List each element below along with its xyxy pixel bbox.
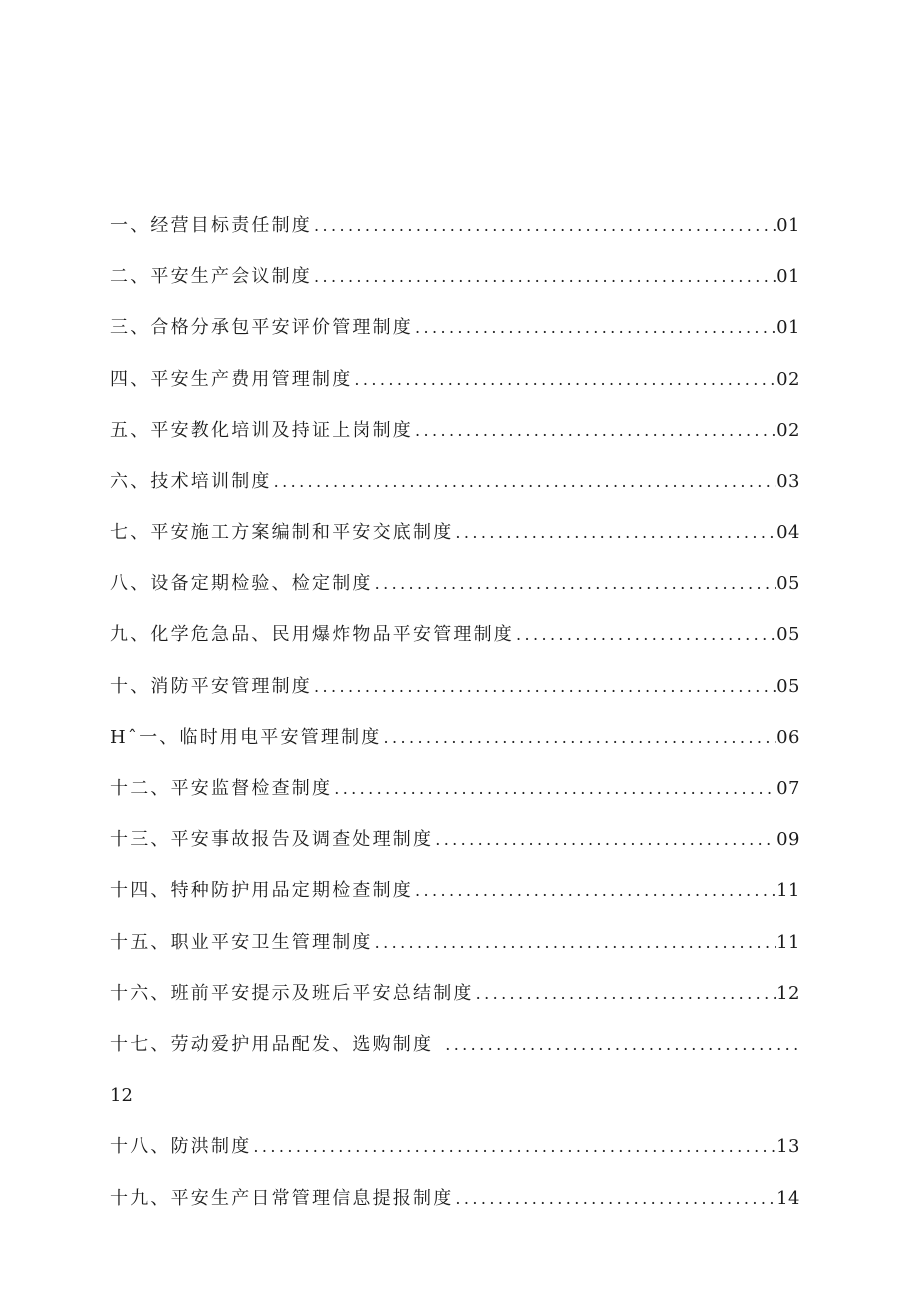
toc-entry-title: 十五、职业平安卫生管理制度 xyxy=(110,931,373,953)
toc-entry[interactable] xyxy=(110,507,800,558)
toc-entry[interactable] xyxy=(110,1121,800,1172)
toc-entry-page: 02 xyxy=(776,419,800,441)
toc-entry-title: 八、设备定期检验、检定制度 xyxy=(110,573,373,595)
toc-entry[interactable] xyxy=(110,405,800,456)
toc-entry-title: 十七、劳动爱护用品配发、选购制度 xyxy=(110,1033,434,1055)
toc-dot-leader xyxy=(373,558,776,609)
toc-entry[interactable] xyxy=(110,763,800,814)
toc-entry[interactable] xyxy=(110,917,800,968)
toc-entry[interactable] xyxy=(110,610,800,661)
toc-entry-page: 14 xyxy=(776,1187,800,1209)
toc-entry[interactable] xyxy=(110,968,800,1019)
toc-dot-leader xyxy=(312,661,776,712)
toc-dot-leader xyxy=(352,354,776,405)
toc-entry-page: 12 xyxy=(110,1085,133,1107)
toc-entry-page: 01 xyxy=(776,266,800,288)
toc-entry-page: 03 xyxy=(776,470,800,492)
toc-entry-page: 11 xyxy=(776,880,800,902)
toc-entry-title: 十四、特种防护用品定期检查制度 xyxy=(110,880,413,902)
toc-entry-page: 05 xyxy=(776,624,800,646)
toc-dot-leader xyxy=(312,200,776,251)
toc-entry-title: 六、技术培训制度 xyxy=(110,470,272,492)
toc-dot-leader xyxy=(474,968,776,1019)
toc-entry-title: 十九、平安生产日常管理信息提报制度 xyxy=(110,1187,454,1209)
toc-entry-page: 05 xyxy=(776,675,800,697)
toc-entry[interactable] xyxy=(110,712,800,763)
toc-entry-page: 01 xyxy=(776,317,800,339)
toc-entry-page: 07 xyxy=(776,778,800,800)
toc-entry-title: 一、经营目标责任制度 xyxy=(110,214,312,236)
toc-entry[interactable] xyxy=(110,456,800,507)
toc-entry-title: 十八、防洪制度 xyxy=(110,1136,252,1158)
toc-dot-leader xyxy=(433,1019,800,1070)
toc-entry-title: 七、平安施工方案编制和平安交底制度 xyxy=(110,522,454,544)
toc-entry-title: 十三、平安事故报告及调查处理制度 xyxy=(110,829,434,851)
toc-entry-title: 三、合格分承包平安评价管理制度 xyxy=(110,317,413,339)
toc-entry-title: 九、化学危急品、民用爆炸物品平安管理制度 xyxy=(110,624,514,646)
toc-dot-leader xyxy=(413,405,776,456)
toc-entry[interactable] xyxy=(110,814,800,865)
toc-entry[interactable] xyxy=(110,1019,800,1070)
toc-entry[interactable] xyxy=(110,354,800,405)
toc-entry-page: 13 xyxy=(776,1136,800,1158)
toc-entry-title: 五、平安教化培训及持证上岗制度 xyxy=(110,419,413,441)
toc-entry-page: 05 xyxy=(776,573,800,595)
toc-entry-title: 十六、班前平安提示及班后平安总结制度 xyxy=(110,982,474,1004)
toc-entry-page: 11 xyxy=(776,931,800,953)
toc-dot-leader xyxy=(433,814,776,865)
toc-entry-page: 01 xyxy=(776,214,800,236)
toc-entry-title: Hˆ一、临时用电平安管理制度 xyxy=(110,726,382,748)
toc-entry-page: 04 xyxy=(776,522,800,544)
toc-entry[interactable] xyxy=(110,661,800,712)
toc-entry[interactable] xyxy=(110,865,800,916)
toc-entry[interactable] xyxy=(110,251,800,302)
toc-dot-leader xyxy=(453,507,776,558)
toc-entry-page: 06 xyxy=(776,726,800,748)
toc-entry-title: 四、平安生产费用管理制度 xyxy=(110,368,353,390)
toc-dot-leader xyxy=(453,1173,776,1224)
toc-entry[interactable] xyxy=(110,558,800,609)
toc-entry[interactable] xyxy=(110,302,800,353)
toc-entry-page: 09 xyxy=(776,829,800,851)
table-of-contents xyxy=(110,200,800,1224)
toc-entry[interactable] xyxy=(110,200,800,251)
toc-dot-leader xyxy=(272,456,776,507)
toc-dot-leader xyxy=(413,302,776,353)
toc-entry-page: 02 xyxy=(776,368,800,390)
toc-dot-leader xyxy=(332,763,776,814)
toc-dot-leader xyxy=(382,712,777,763)
toc-dot-leader xyxy=(514,609,776,660)
toc-dot-leader xyxy=(312,251,776,302)
toc-dot-leader xyxy=(413,865,776,916)
toc-entry-page: 12 xyxy=(776,982,800,1004)
toc-entry-title: 二、平安生产会议制度 xyxy=(110,266,312,288)
toc-entry-title: 十二、平安监督检查制度 xyxy=(110,778,333,800)
toc-dot-leader xyxy=(251,1121,776,1172)
toc-dot-leader xyxy=(373,917,776,968)
toc-entry[interactable] xyxy=(110,1173,800,1224)
toc-entry-title: 十、消防平安管理制度 xyxy=(110,675,312,697)
